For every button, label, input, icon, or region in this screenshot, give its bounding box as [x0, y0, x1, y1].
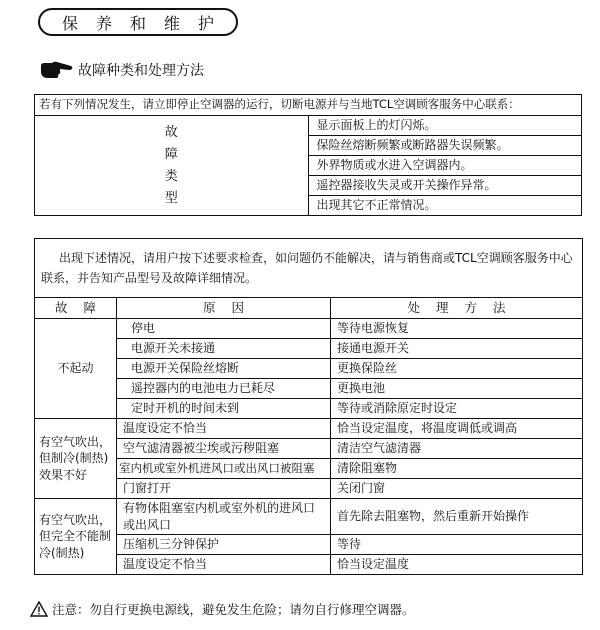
fault-cell: 有空气吹出，但制冷(制热)效果不好 [35, 419, 117, 499]
solution-cell: 首先除去阻塞物，然后重新开始操作 [331, 499, 583, 535]
section-title: 保养和维护 [61, 13, 232, 33]
pointing-hand-icon [40, 60, 74, 80]
cause-cell: 温度设定不恰当 [117, 419, 331, 439]
cause-cell: 室内机或室外机进风口或出风口被阻塞 [117, 459, 331, 479]
column-header-solution: 处理方法 [331, 298, 583, 319]
solution-cell: 恰当设定温度 [331, 555, 583, 575]
section-header [38, 8, 238, 36]
troubleshooting-intro: 出现下述情况，请用户按下述要求检查，如问题仍不能解决，请与销售商或TCL空调顾客服务中心联系，并告知产品型号及故障详细情况。 [35, 239, 583, 298]
warning-triangle-icon [30, 601, 48, 617]
note-text: 注意：勿自行更换电源线，避免发生危险；请勿自行修理空调器。 [52, 602, 415, 617]
fault-types-table [34, 94, 582, 216]
troubleshooting-table [34, 238, 583, 575]
fault-type-item: 遥控器接收失灵或开关操作异常。 [308, 176, 582, 196]
solution-cell: 关闭门窗 [331, 479, 583, 499]
fault-cell: 不起动 [35, 319, 117, 419]
cause-cell: 电源开关未接通 [117, 339, 331, 359]
cause-cell: 温度设定不恰当 [117, 555, 331, 575]
fault-types-intro: 若有下列情况发生，请立即停止空调器的运行，切断电源并与当地TCL空调顾客服务中心联系： [35, 95, 582, 116]
cause-cell: 停电 [117, 319, 331, 339]
safety-note [30, 598, 415, 620]
cause-cell: 压缩机三分钟保护 [117, 535, 331, 555]
solution-cell: 等待电源恢复 [331, 319, 583, 339]
subtitle [40, 58, 204, 82]
solution-cell: 恰当设定温度，将温度调低或调高 [331, 419, 583, 439]
fault-cell: 有空气吹出，但完全不能制冷(制热) [35, 499, 117, 575]
cause-cell: 门窗打开 [117, 479, 331, 499]
column-header-fault: 故障 [35, 298, 117, 319]
cause-cell: 电源开关保险丝熔断 [117, 359, 331, 379]
column-header-cause: 原因 [117, 298, 331, 319]
fault-type-item: 显示面板上的灯闪烁。 [308, 116, 582, 136]
solution-cell: 清除阻塞物 [331, 459, 583, 479]
cause-cell: 空气滤清器被尘埃或污秽阻塞 [117, 439, 331, 459]
cause-cell: 定时开机的时间未到 [117, 399, 331, 419]
solution-cell: 等待或消除原定时设定 [331, 399, 583, 419]
fault-type-item: 出现其它不正常情况。 [308, 196, 582, 216]
solution-cell: 更换电池 [331, 379, 583, 399]
fault-type-item: 外界物质或水进入空调器内。 [308, 156, 582, 176]
solution-cell: 清洁空气滤清器 [331, 439, 583, 459]
solution-cell: 更换保险丝 [331, 359, 583, 379]
fault-type-item: 保险丝熔断频繁或断路器失误频繁。 [308, 136, 582, 156]
fault-type-category: 故 障 类 型 [35, 116, 309, 216]
solution-cell: 接通电源开关 [331, 339, 583, 359]
solution-cell: 等待 [331, 535, 583, 555]
cause-cell: 有物体阻塞室内机或室外机的进风口或出风口 [117, 499, 331, 535]
cause-cell: 遥控器内的电池电力已耗尽 [117, 379, 331, 399]
subtitle-text: 故障种类和处理方法 [78, 63, 204, 79]
